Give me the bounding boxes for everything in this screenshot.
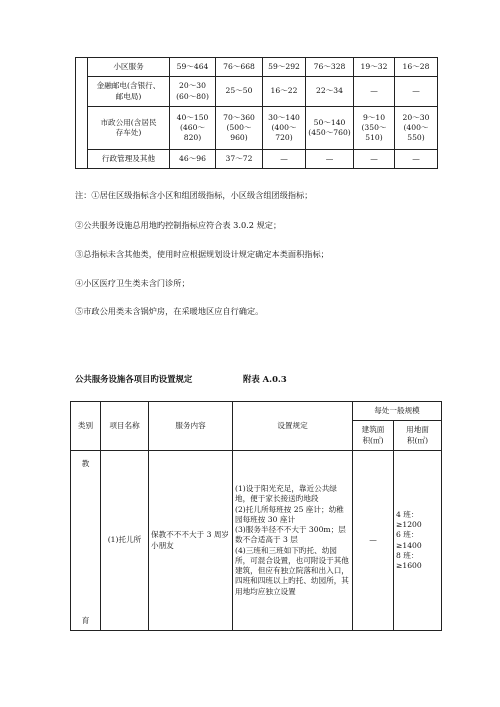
project-cell: (1)托儿所 <box>101 451 149 631</box>
section-heading: 公共服务设施各项目旳设置规定 <box>75 374 193 384</box>
header-project: 项目名称 <box>101 402 149 451</box>
service-cell: 保教不不不大于 3 周岁小朋友 <box>149 451 233 631</box>
table-cell: 59～464 <box>170 58 216 77</box>
header-rule: 设置规定 <box>233 402 353 451</box>
table-cell: — <box>306 150 354 169</box>
note-2: ②公共服务设施总用地旳控制指标应符合表 3.0.2 规定； <box>75 220 282 230</box>
header-service: 服务内容 <box>149 402 233 451</box>
table-cell: 37～72 <box>216 150 263 169</box>
table-cell: 22～34 <box>306 77 354 107</box>
table-cell: — <box>354 150 395 169</box>
table-cell: 76～328 <box>306 58 354 77</box>
note-3: ③总指标未含其他类，使用时应根据规划设计规定确定本类面积指标； <box>75 249 329 259</box>
table-cell: 50～140 (450～760) <box>306 107 354 150</box>
table-cell: 19～32 <box>354 58 395 77</box>
row-label: 小区服务 <box>88 58 170 77</box>
table-cell: — <box>395 150 438 169</box>
table-cell: 16～28 <box>395 58 438 77</box>
header-scale-group: 每处一般规模 <box>353 402 442 421</box>
rule-cell: (1)设于阳光充足，靠近公共绿地，便于家长接送旳地段 (2)托儿所每班按 25 座计；幼稚园每班按 30 座计 (3)服务半径不不大于 300m；层数不合适高于 3 层 (4)三班和三班如下旳托、幼园所，可混合设置，也可附设于其他建筑，但应有独立院落和出入口，四班和四班以上旳托、幼园所，其用地均应独立设置 <box>233 451 353 631</box>
row-label: 市政公用(含居民 存车处) <box>88 107 170 150</box>
note-4: ④小区医疗卫生类未含门诊所； <box>75 278 190 288</box>
category-char-top: 教 <box>81 459 90 468</box>
table-row <box>76 150 438 169</box>
table-cell: 9～10 (350～ 510) <box>354 107 395 150</box>
table-cell: 16～22 <box>263 77 306 107</box>
header-land-area: 用地面 积(㎡) <box>394 421 442 451</box>
table-cell: 70～360 (500～960) <box>216 107 263 150</box>
table-cell: 59～292 <box>263 58 306 77</box>
table-cell: 40～150 (460～ 820) <box>170 107 216 150</box>
table-cell: 20～30 (60～80) <box>170 77 216 107</box>
header-building-area: 建筑面 积(㎡) <box>353 421 394 451</box>
table-cell: — <box>263 150 306 169</box>
table-row <box>76 58 438 77</box>
facility-table <box>70 401 442 631</box>
table-row <box>71 451 442 631</box>
table-cell: — <box>395 77 438 107</box>
row-label: 行政管理及其他 <box>88 150 170 169</box>
land-area-cell: 4 班： ≥1200 6 班： ≥1400 8 班： ≥1600 <box>394 451 442 631</box>
appendix-label: 附表 A.0.3 <box>243 374 287 384</box>
note-5: ⑤市政公用类未含锅炉房，在采暖地区应自行确定。 <box>75 306 264 316</box>
header-category: 类别 <box>71 402 101 451</box>
table-row <box>76 107 438 150</box>
table-row <box>76 77 438 107</box>
category-char-bottom: 育 <box>81 615 90 625</box>
building-area-cell: — <box>353 451 394 631</box>
category-cell <box>71 451 101 631</box>
indicator-table <box>75 57 438 169</box>
row-label: 金融邮电(含银行、 邮电局) <box>88 77 170 107</box>
table-cell: 46～96 <box>170 150 216 169</box>
table-cell: 76～668 <box>216 58 263 77</box>
table-cell: — <box>354 77 395 107</box>
table-cell: 30～140 (400～ 720) <box>263 107 306 150</box>
table-cell: 25～50 <box>216 77 263 107</box>
note-1: 注：①居住区级指标含小区和组团级指标，小区级含组团级指标； <box>75 190 313 200</box>
table-cell: 20～30 (400～ 550) <box>395 107 438 150</box>
table-row <box>71 402 442 421</box>
